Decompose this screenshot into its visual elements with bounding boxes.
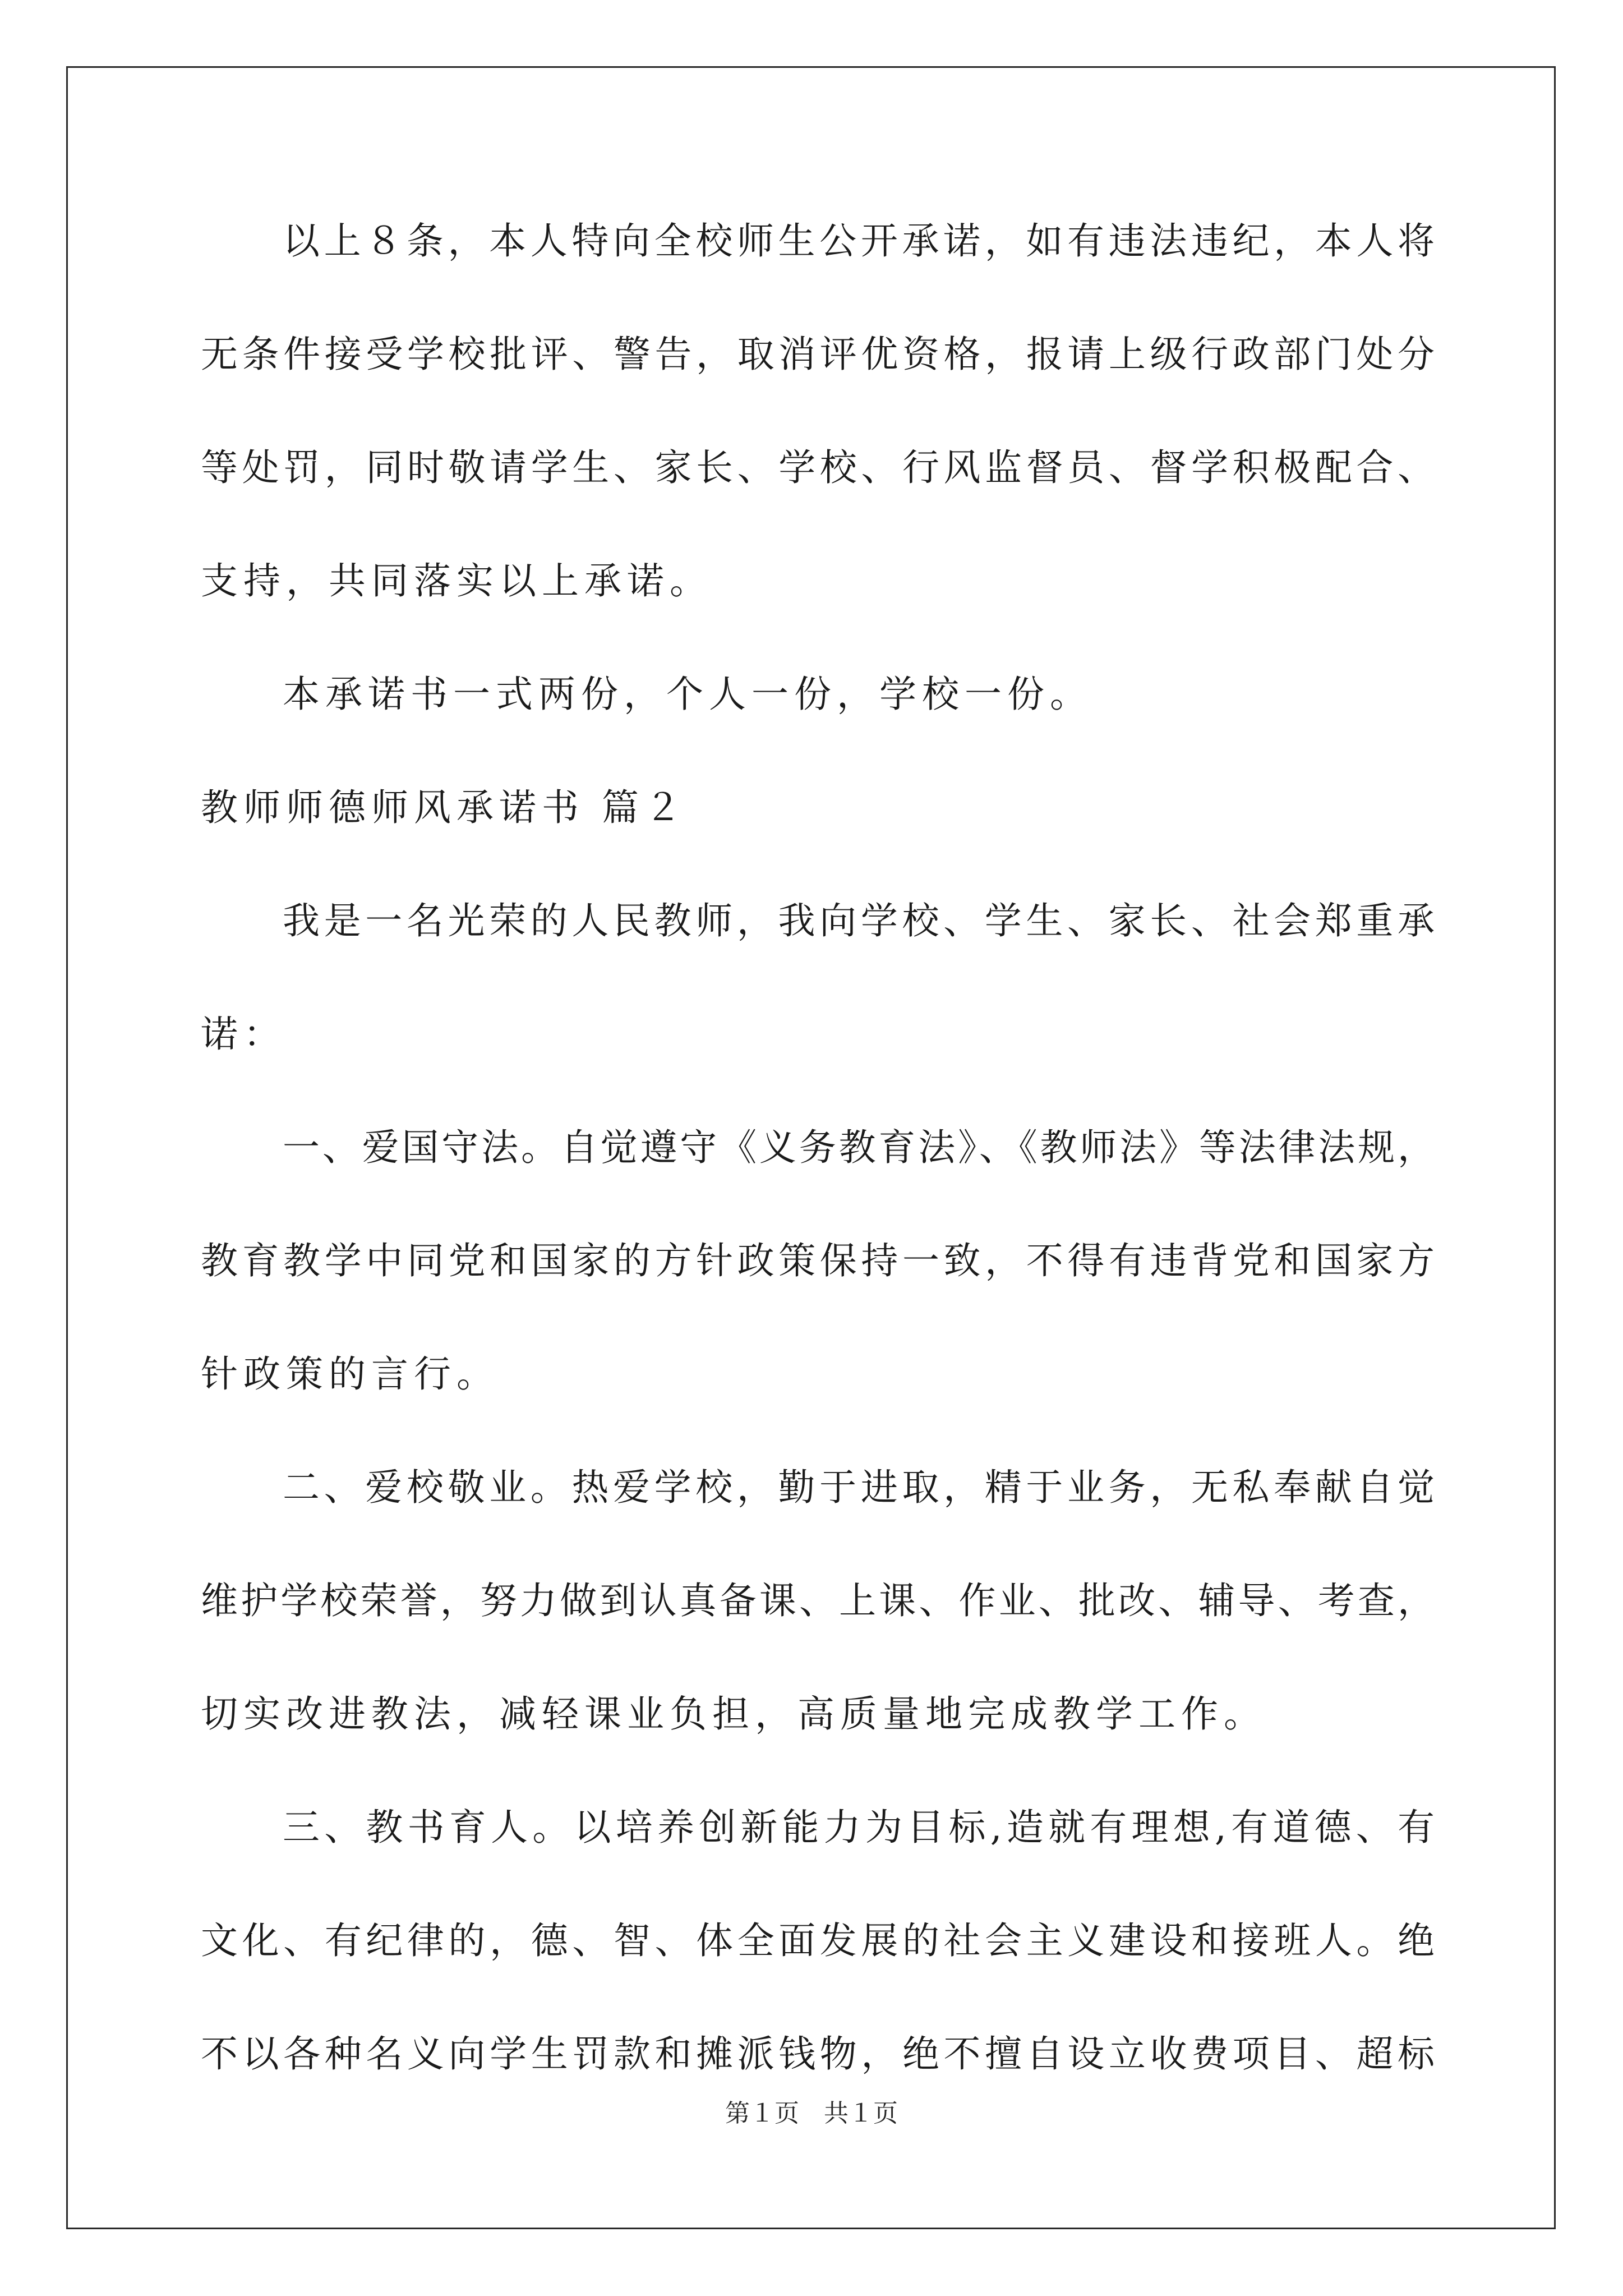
section-heading: 教师师德师风承诺书 篇２: [201, 786, 687, 829]
paragraph-line: 无条件接受学校批评、警告，取消评优资格，报请上级行政部门处分: [201, 333, 1435, 376]
paragraph-line: 一、爱国守法。自觉遵守《义务教育法》、《教师法》等法律法规，: [283, 1126, 1435, 1169]
paragraph-line: 三、教书育人。以培养创新能力为目标,造就有理想,有道德、有: [283, 1806, 1435, 1849]
paragraph-line: 诺：: [201, 1013, 286, 1056]
paragraph-line: 维护学校荣誉，努力做到认真备课、上课、作业、批改、辅导、考查，: [201, 1579, 1435, 1622]
paragraph-line: 文化、有纪律的，德、智、体全面发展的社会主义建设和接班人。绝: [201, 1919, 1435, 1962]
paragraph-line: 教育教学中同党和国家的方针政策保持一致，不得有违背党和国家方: [201, 1239, 1435, 1282]
paragraph-line: 等处罚，同时敬请学生、家长、学校、行风监督员、督学积极配合、: [201, 446, 1435, 489]
page-number-footer: 第１页 共１页: [725, 2099, 898, 2128]
paragraph-line: 二、爱校敬业。热爱学校，勤于进取，精于业务，无私奉献自觉: [283, 1466, 1435, 1509]
paragraph-line: 以上８条，本人特向全校师生公开承诺，如有违法违纪，本人将: [283, 219, 1435, 263]
paragraph-line: 不以各种名义向学生罚款和摊派钱物，绝不擅自设立收费项目、超标: [201, 2032, 1435, 2076]
paragraph-line: 我是一名光荣的人民教师，我向学校、学生、家长、社会郑重承: [283, 899, 1435, 942]
paragraph-line: 针政策的言行。: [201, 1352, 499, 1396]
paragraph-line: 切实改进教法，减轻课业负担，高质量地完成教学工作。: [201, 1692, 1266, 1736]
paragraph-line: 支持，共同落实以上承诺。: [201, 559, 712, 602]
paragraph-line: 本承诺书一式两份，个人一份，学校一份。: [283, 673, 1092, 716]
